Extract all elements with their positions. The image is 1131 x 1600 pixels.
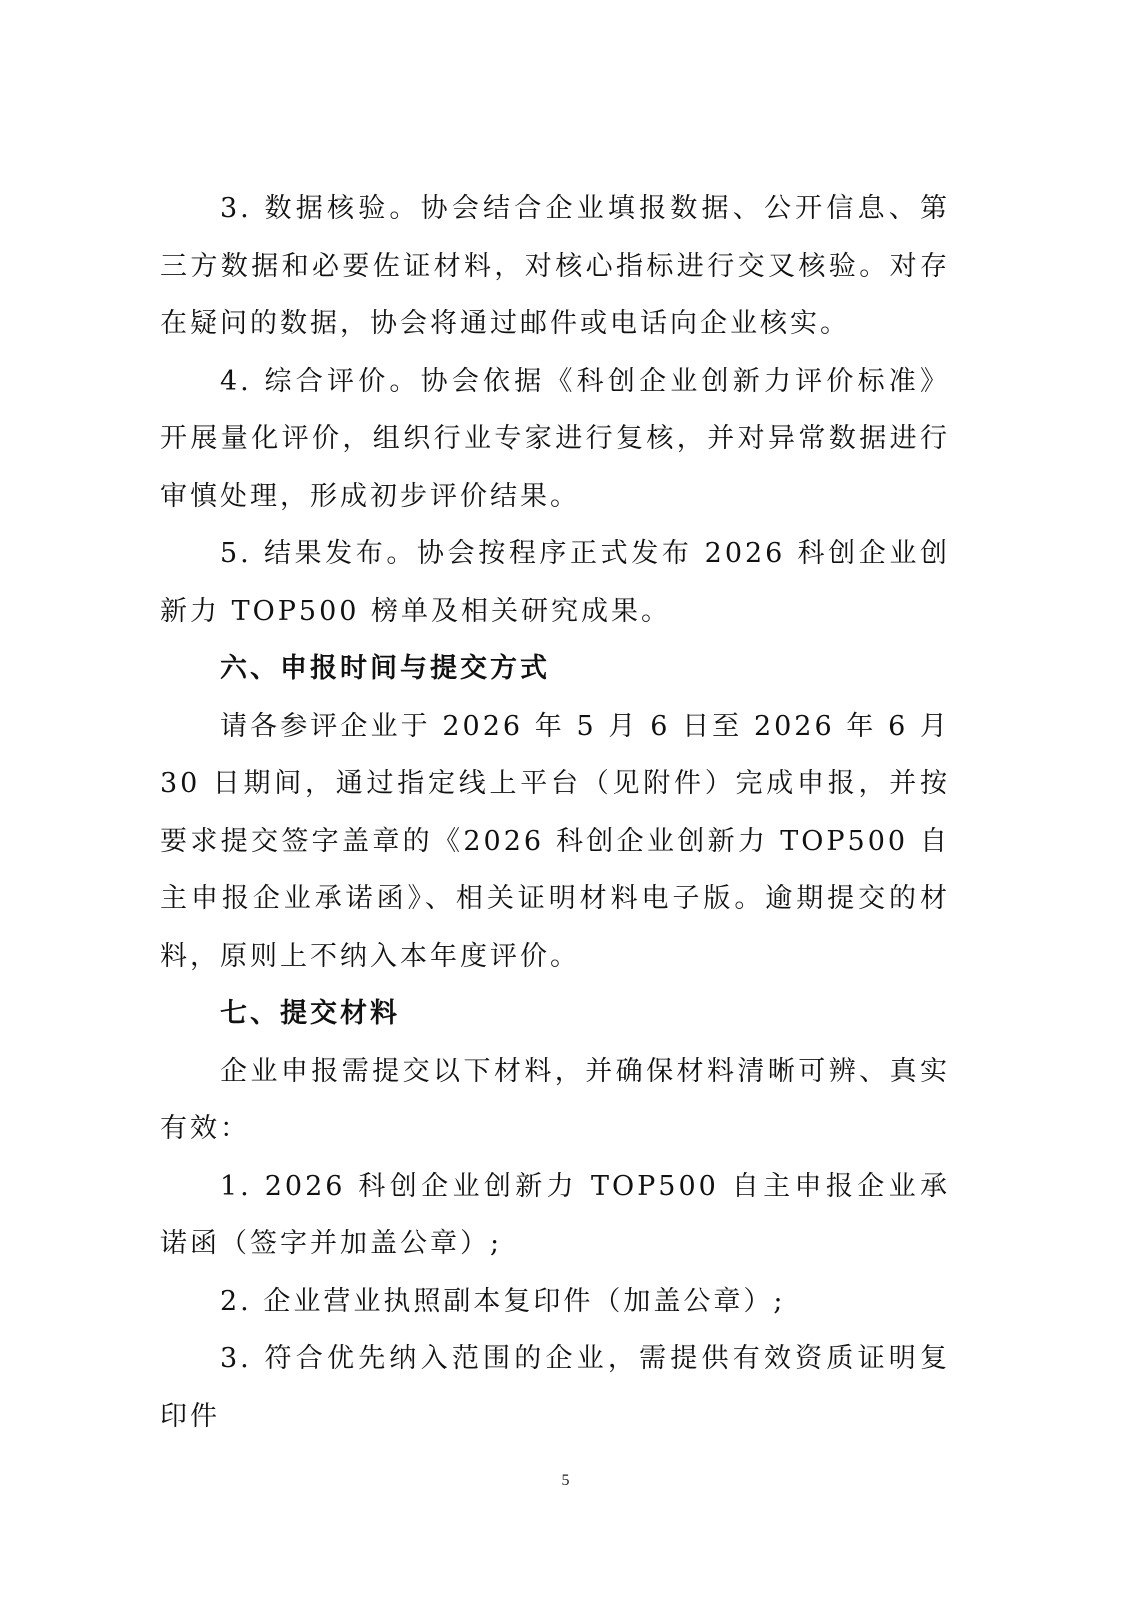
paragraph-comprehensive-evaluation: 4. 综合评价。协会依据《科创企业创新力评价标准》开展量化评价，组织行业专家进行复核，并对异常数据进行审慎处理，形成初步评价结果。	[160, 365, 950, 512]
list-item-business-license: 2. 企业营业执照副本复印件（加盖公章）;	[220, 1285, 786, 1317]
paragraph-materials-intro: 企业申报需提交以下材料，并确保材料清晰可辨、真实有效：	[160, 1055, 950, 1144]
list-item-qualification-proof: 3. 符合优先纳入范围的企业，需提供有效资质证明复印件	[160, 1343, 950, 1432]
page-number: 5	[561, 1472, 570, 1489]
document-body	[160, 180, 950, 1445]
paragraph-submission-time: 请各参评企业于 2026 年 5 月 6 日至 2026 年 6 月 30 日期间，通过指定线上平台（见附件）完成申报，并按要求提交签字盖章的《2026 科创企业创新力 TOP500 自主申报企业承诺函》、相关证明材料电子版。逾期提交的材料，原则上不纳入本年度评价。	[160, 710, 950, 972]
paragraph-data-verification: 3. 数据核验。协会结合企业填报数据、公开信息、第三方数据和必要佐证材料，对核心指标进行交叉核验。对存在疑问的数据，协会将通过邮件或电话向企业核实。	[160, 193, 950, 339]
list-item-commitment-letter: 1. 2026 科创企业创新力 TOP500 自主申报企业承诺函（签字并加盖公章）;	[160, 1170, 950, 1259]
section-heading-materials: 七、提交材料	[220, 998, 400, 1029]
section-heading-submission-time: 六、申报时间与提交方式	[220, 653, 550, 684]
paragraph-result-release: 5. 结果发布。协会按程序正式发布 2026 科创企业创新力 TOP500 榜单及相关研究成果。	[160, 538, 950, 627]
